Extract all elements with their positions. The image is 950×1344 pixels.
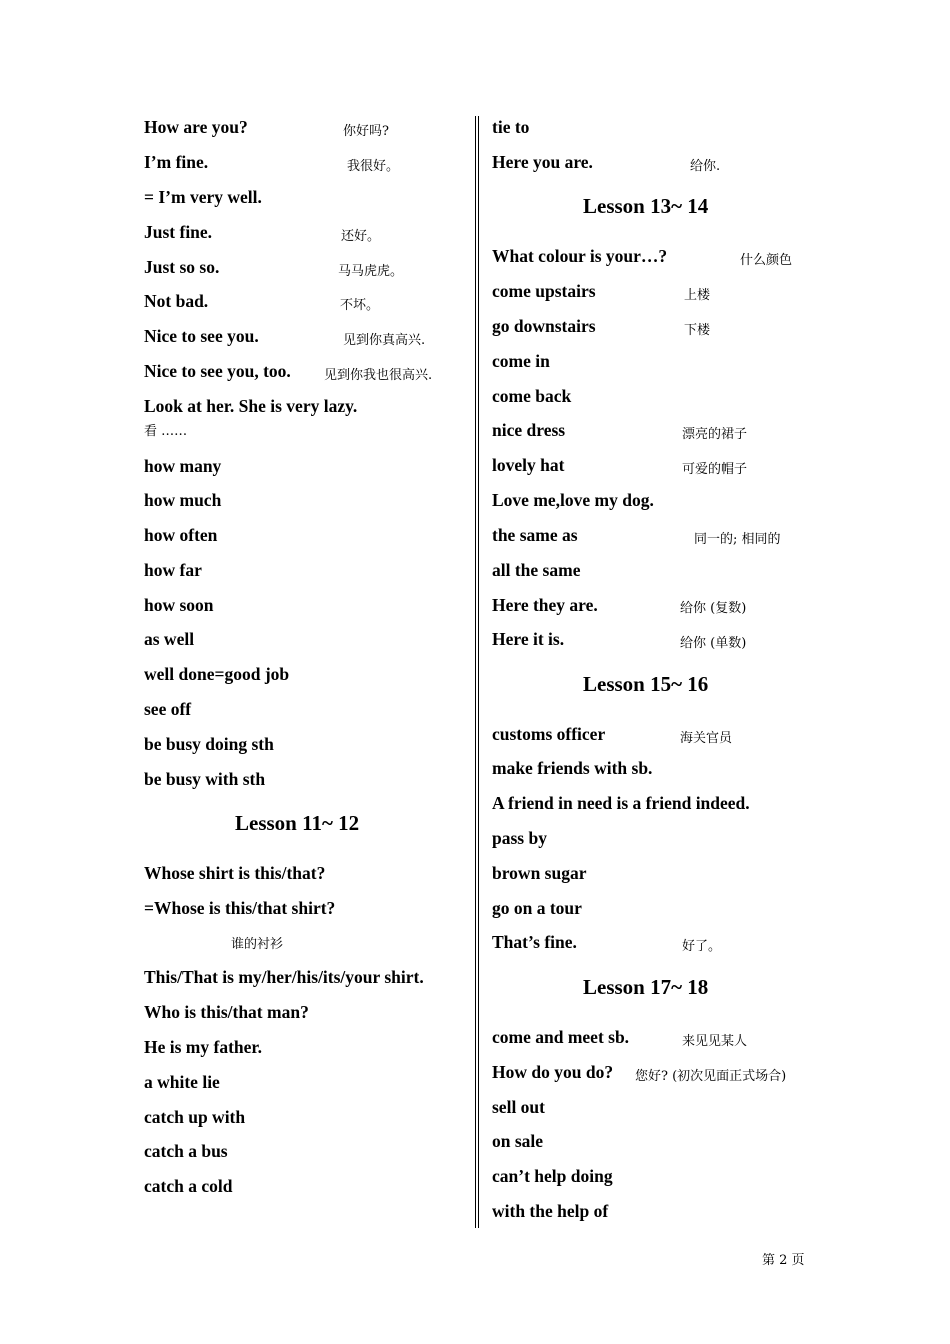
- translation: 您好? (初次见面正式场合): [635, 1069, 787, 1084]
- phrase: = I’m very well.: [144, 187, 262, 207]
- phrase: how soon: [144, 595, 214, 615]
- phrase: on sale: [492, 1131, 544, 1151]
- phrase: well done=good job: [144, 664, 290, 684]
- phrase: see off: [144, 699, 192, 719]
- phrase: Here you are.: [492, 152, 593, 172]
- translation: 同一的; 相同的: [694, 532, 781, 547]
- lesson-heading: Lesson 15~ 16: [583, 672, 709, 696]
- phrase: He is my father.: [144, 1037, 262, 1057]
- translation: 马马虎虎。: [338, 264, 404, 279]
- phrase: Look at her. She is very lazy.: [144, 396, 358, 416]
- column-divider: [475, 116, 479, 1228]
- phrase: come in: [492, 351, 550, 371]
- translation: 看 ……: [144, 424, 188, 439]
- phrase: can’t help doing: [492, 1166, 613, 1186]
- phrase: catch a bus: [144, 1141, 228, 1161]
- phrase: Love me,love my dog.: [492, 490, 654, 510]
- translation: 给你.: [690, 159, 721, 174]
- translation: 你好吗?: [343, 124, 389, 139]
- phrase: a white lie: [144, 1072, 220, 1092]
- phrase: be busy doing sth: [144, 734, 274, 754]
- translation: 漂亮的裙子: [682, 427, 748, 442]
- phrase: This/That is my/her/his/its/your shirt.: [144, 967, 424, 987]
- translation: 好了。: [682, 939, 722, 954]
- phrase: What colour is your…?: [492, 246, 668, 266]
- translation: 见到你真高兴.: [343, 333, 426, 348]
- translation: 我很好。: [347, 159, 400, 174]
- translation: 给你 (单数): [680, 636, 747, 651]
- phrase: tie to: [492, 117, 530, 137]
- translation: 不坏。: [340, 298, 380, 313]
- phrase: Here they are.: [492, 595, 598, 615]
- phrase: How are you?: [144, 117, 248, 137]
- phrase: how much: [144, 490, 222, 510]
- page-number: 第 2 页: [762, 1253, 805, 1268]
- translation: 见到你我也很高兴.: [324, 368, 433, 383]
- phrase: brown sugar: [492, 863, 587, 883]
- phrase: go on a tour: [492, 898, 582, 918]
- phrase: Not bad.: [144, 291, 209, 311]
- phrase: Nice to see you, too.: [144, 361, 291, 381]
- translation: 谁的衬衫: [231, 937, 284, 952]
- phrase: with the help of: [492, 1201, 609, 1221]
- translation: 还好。: [341, 229, 381, 244]
- phrase: =Whose is this/that shirt?: [144, 898, 336, 918]
- phrase: be busy with sth: [144, 769, 266, 789]
- lesson-heading: Lesson 17~ 18: [583, 975, 709, 999]
- phrase: the same as: [492, 525, 578, 545]
- phrase: How do you do?: [492, 1062, 614, 1082]
- translation: 海关官员: [680, 731, 733, 746]
- translation: 可爱的帽子: [682, 462, 748, 477]
- phrase: catch a cold: [144, 1176, 233, 1196]
- phrase: nice dress: [492, 420, 566, 440]
- phrase: how many: [144, 456, 222, 476]
- phrase: Who is this/that man?: [144, 1002, 309, 1022]
- phrase: Here it is.: [492, 629, 565, 649]
- phrase: come upstairs: [492, 281, 596, 301]
- translation: 什么颜色: [740, 253, 793, 268]
- phrase: lovely hat: [492, 455, 565, 475]
- phrase: sell out: [492, 1097, 545, 1117]
- phrase: Just fine.: [144, 222, 213, 242]
- phrase: come and meet sb.: [492, 1027, 630, 1047]
- phrase: catch up with: [144, 1107, 246, 1127]
- phrase: how far: [144, 560, 202, 580]
- phrase: Whose shirt is this/that?: [144, 863, 326, 883]
- lesson-heading: Lesson 13~ 14: [583, 194, 709, 218]
- translation: 上楼: [684, 288, 711, 303]
- phrase: A friend in need is a friend indeed.: [492, 793, 750, 813]
- phrase: come back: [492, 386, 572, 406]
- phrase: Just so so.: [144, 257, 220, 277]
- phrase: all the same: [492, 560, 581, 580]
- phrase: customs officer: [492, 724, 606, 744]
- phrase: make friends with sb.: [492, 758, 653, 778]
- phrase: Nice to see you.: [144, 326, 259, 346]
- phrase: how often: [144, 525, 218, 545]
- lesson-heading: Lesson 11~ 12: [235, 811, 360, 835]
- translation: 下楼: [684, 323, 711, 338]
- phrase: I’m fine.: [144, 152, 209, 172]
- phrase: as well: [144, 629, 195, 649]
- phrase: That’s fine.: [492, 932, 577, 952]
- translation: 给你 (复数): [680, 601, 747, 616]
- translation: 来见见某人: [682, 1034, 748, 1049]
- phrase: pass by: [492, 828, 547, 848]
- phrase: go downstairs: [492, 316, 596, 336]
